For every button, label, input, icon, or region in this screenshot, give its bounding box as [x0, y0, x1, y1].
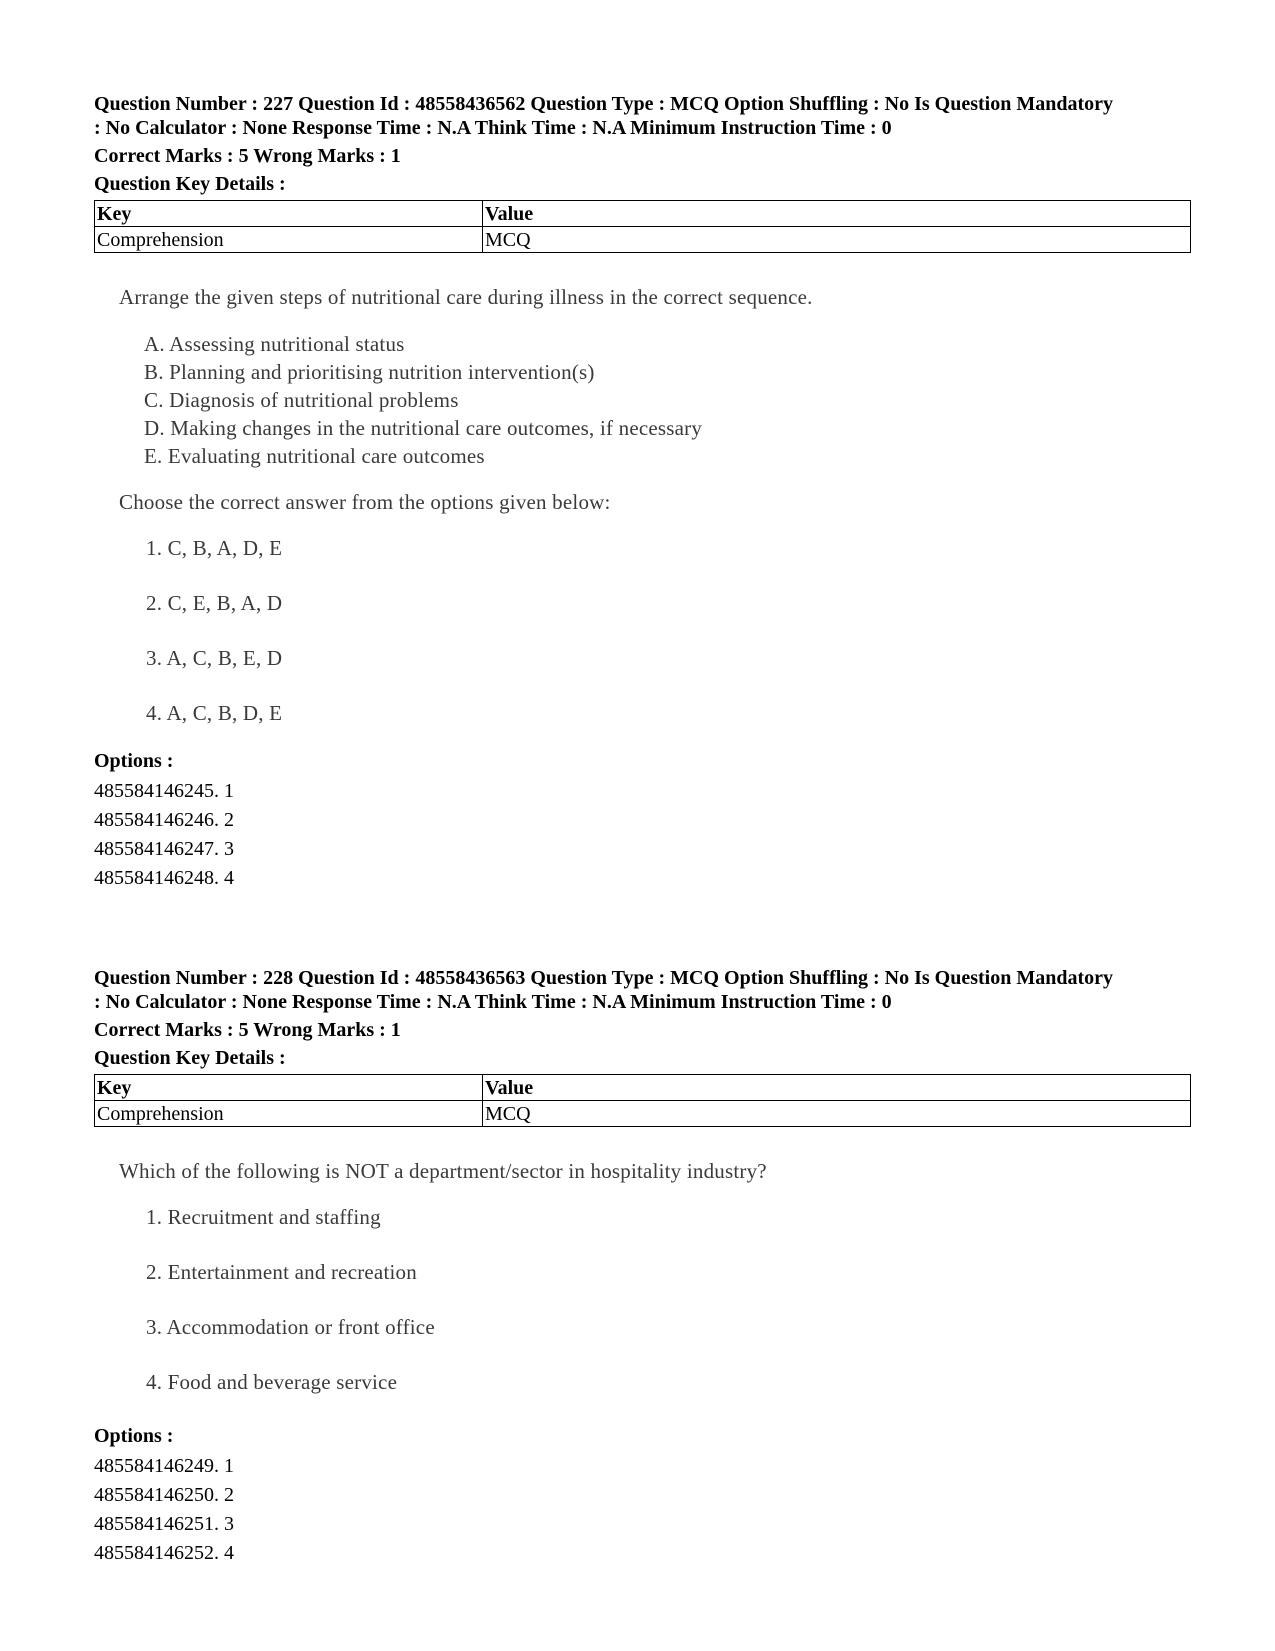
statement-list: [144, 330, 1194, 470]
key-details-label: Question Key Details :: [94, 1047, 286, 1069]
statement-item: B. Planning and prioritising nutrition intervention(s): [144, 360, 595, 384]
table-cell-key: Comprehension: [95, 227, 483, 253]
answer-item: 4. Food and beverage service: [146, 1370, 398, 1394]
option-item: 485584146250. 2: [94, 1484, 234, 1506]
question-block-228: [94, 966, 1194, 1568]
table-header-row: [95, 201, 1191, 227]
question-header-line-1: Question Number : 228 Question Id : 48558436563 Question Type : MCQ Option Shuffling : No Is Question Mandatory: [94, 967, 1113, 989]
option-item: 485584146245. 1: [94, 780, 234, 802]
question-header-line-2: : No Calculator : None Response Time : N.A Think Time : N.A Minimum Instruction Time : 0: [94, 117, 892, 139]
choose-instruction: Choose the correct answer from the options given below:: [119, 490, 611, 514]
question-image: [94, 285, 1194, 741]
options-list: [94, 777, 1194, 893]
table-header-value: Value: [483, 201, 1191, 227]
answer-item: 2. Entertainment and recreation: [146, 1260, 417, 1284]
marks-line: Correct Marks : 5 Wrong Marks : 1: [94, 1019, 401, 1041]
option-item: 485584146251. 3: [94, 1513, 234, 1535]
table-header-key: Key: [95, 1075, 483, 1101]
question-stem: Which of the following is NOT a department/sector in hospitality industry?: [119, 1159, 767, 1183]
option-item: 485584146252. 4: [94, 1542, 234, 1564]
answer-item: 4. A, C, B, D, E: [146, 701, 283, 725]
options-label: Options :: [94, 750, 174, 772]
table-row: [95, 227, 1191, 253]
options-label: Options :: [94, 1425, 174, 1447]
table-header-row: [95, 1075, 1191, 1101]
option-item: 485584146246. 2: [94, 809, 234, 831]
answer-item: 1. Recruitment and staffing: [146, 1205, 381, 1229]
key-details-label: Question Key Details :: [94, 173, 286, 195]
answer-item: 3. A, C, B, E, D: [146, 646, 283, 670]
statement-item: C. Diagnosis of nutritional problems: [144, 388, 459, 412]
statement-item: E. Evaluating nutritional care outcomes: [144, 444, 485, 468]
statement-item: A. Assessing nutritional status: [144, 332, 405, 356]
answer-item: 3. Accommodation or front office: [146, 1315, 435, 1339]
answer-list: [146, 521, 1194, 741]
question-image: [94, 1159, 1194, 1410]
statement-item: D. Making changes in the nutritional care outcomes, if necessary: [144, 416, 703, 440]
key-details-table: [94, 200, 1191, 253]
table-cell-value: MCQ: [483, 227, 1191, 253]
table-cell-value: MCQ: [483, 1101, 1191, 1127]
answer-list: [146, 1190, 1194, 1410]
question-block-227: [94, 92, 1194, 893]
question-header-line-1: Question Number : 227 Question Id : 48558436562 Question Type : MCQ Option Shuffling : No Is Question Mandatory: [94, 93, 1113, 115]
answer-item: 1. C, B, A, D, E: [146, 536, 283, 560]
marks-line: Correct Marks : 5 Wrong Marks : 1: [94, 145, 401, 167]
table-row: [95, 1101, 1191, 1127]
options-list: [94, 1452, 1194, 1568]
question-header-line-2: : No Calculator : None Response Time : N.A Think Time : N.A Minimum Instruction Time : 0: [94, 991, 892, 1013]
option-item: 485584146247. 3: [94, 838, 234, 860]
table-header-value: Value: [483, 1075, 1191, 1101]
question-stem: Arrange the given steps of nutritional care during illness in the correct sequence.: [119, 285, 813, 309]
answer-item: 2. C, E, B, A, D: [146, 591, 283, 615]
table-header-key: Key: [95, 201, 483, 227]
option-item: 485584146248. 4: [94, 867, 234, 889]
option-item: 485584146249. 1: [94, 1455, 234, 1477]
table-cell-key: Comprehension: [95, 1101, 483, 1127]
key-details-table: [94, 1074, 1191, 1127]
